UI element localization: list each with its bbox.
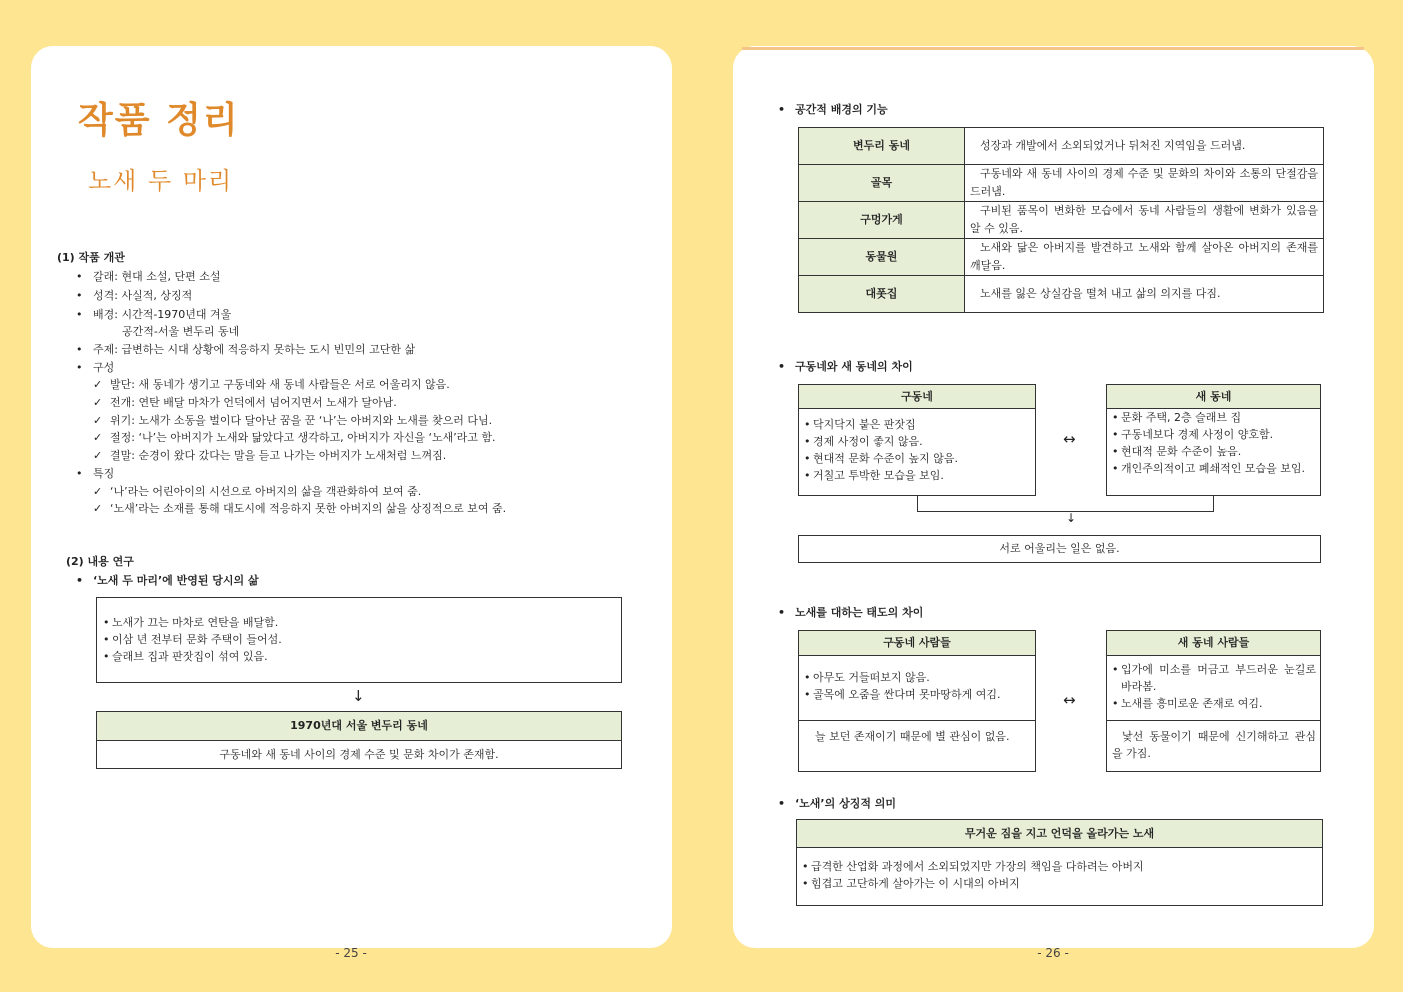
- list-item: • 구동네보다 경제 사정이 양호함.: [1112, 426, 1316, 443]
- old-town-box: [798, 408, 1036, 496]
- result-text: 구동네와 새 동네 사이의 경제 수준 및 문화 차이가 존재함.: [96, 740, 622, 769]
- work-subtitle: 노새 두 마리: [88, 167, 234, 195]
- old-town-title: 구동네: [798, 384, 1036, 409]
- new-town-title: 새 동네: [1106, 384, 1321, 409]
- overview-theme: • 주제: 급변하는 시대 상황에 적응하지 못하는 도시 빈민의 고단한 삶: [93, 341, 415, 358]
- diff-heading: • 구동네와 새 동네의 차이: [795, 358, 913, 375]
- diff-result: 서로 어울리는 일은 없음.: [798, 535, 1321, 563]
- page-title: 작품 정리: [78, 100, 240, 141]
- double-arrow-icon: ↔: [1063, 430, 1076, 448]
- list-item: • 현대적 문화 수준이 높지 않음.: [804, 450, 1035, 467]
- list-item: • 아무도 거들떠보지 않음.: [804, 669, 1035, 686]
- page-number-right: - 26 -: [1037, 946, 1069, 960]
- overview-feature-label: • 특징: [93, 465, 114, 482]
- overview-heading: (1) 작품 개관: [57, 251, 125, 264]
- structure-item: ✓ 절정: ‘나’는 아버지가 노새와 닮았다고 생각하고, 아버지가 자신을 ‘노새’라고 함.: [110, 429, 496, 446]
- function-cell: 노새와 닮은 아버지를 발견하고 노새와 함께 살아온 아버지의 존재를 깨달음.: [965, 239, 1324, 276]
- list-item: • 입가에 미소를 머금고 부드러운 눈길로 바라봄.: [1112, 661, 1316, 695]
- place-cell: 변두리 동네: [799, 128, 965, 165]
- function-cell: 구동네와 새 동네 사이의 경제 수준 및 문화의 차이와 소통의 단절감을 드러냄.: [965, 165, 1324, 202]
- old-people-box: [798, 655, 1036, 721]
- overview-nature: • 성격: 사실적, 상징적: [93, 287, 192, 304]
- place-cell: 대폿집: [799, 276, 965, 313]
- list-item: • 개인주의적이고 폐쇄적인 모습을 보임.: [1112, 460, 1316, 477]
- feature-item: ✓ ‘나’라는 어린아이의 시선으로 아버지의 삶을 객관화하여 보여 줌.: [110, 483, 421, 500]
- structure-item: ✓ 전개: 연탄 배달 마차가 언덕에서 넘어지면서 노새가 달아남.: [110, 394, 397, 411]
- list-item: • 거칠고 투박한 모습을 보임.: [804, 467, 1035, 484]
- symbol-box: [796, 847, 1323, 906]
- table-row: [799, 276, 1324, 313]
- top-divider: [742, 47, 1364, 50]
- connector-line: [917, 496, 918, 511]
- function-cell: 구비된 품목이 변화한 모습에서 동네 사람들의 생활에 변화가 있음을 알 수 있음.: [965, 202, 1324, 239]
- overview-genre: • 갈래: 현대 소설, 단편 소설: [93, 268, 220, 285]
- space-function-table: [798, 127, 1324, 313]
- study-subheading: • ‘노새 두 마리’에 반영된 당시의 삶: [93, 572, 259, 589]
- new-town-box: [1106, 408, 1321, 496]
- symbol-title: 무거운 짐을 지고 언덕을 올라가는 노새: [796, 819, 1323, 848]
- place-cell: 구멍가게: [799, 202, 965, 239]
- table-row: [799, 202, 1324, 239]
- list-item: • 힘겹고 고단하게 살아가는 이 시대의 아버지: [802, 875, 1322, 892]
- result-title: 1970년대 서울 변두리 동네: [96, 711, 622, 741]
- old-people-title: 구동네 사람들: [798, 630, 1036, 656]
- down-arrow-icon: ↓: [1066, 511, 1077, 525]
- new-people-title: 새 동네 사람들: [1106, 630, 1321, 656]
- function-cell: 성장과 개발에서 소외되었거나 뒤처진 지역임을 드러냄.: [965, 128, 1324, 165]
- study-heading: (2) 내용 연구: [66, 555, 134, 568]
- structure-item: ✓ 위기: 노새가 소동을 벌이다 달아난 꿈을 꾼 ‘나’는 아버지와 노새를 찾으러 다님.: [110, 412, 492, 429]
- structure-item: ✓ 결말: 순경이 왔다 갔다는 말을 듣고 나가는 아버지가 노새처럼 느껴짐.: [110, 447, 446, 464]
- connector-line: [1213, 496, 1214, 511]
- list-item: • 골목에 오줌을 싼다며 못마땅하게 여김.: [804, 686, 1035, 703]
- new-people-box: [1106, 655, 1321, 721]
- list-item: • 현대적 문화 수준이 높음.: [1112, 443, 1316, 460]
- overview-setting: • 배경: 시간적-1970년대 겨울: [93, 306, 231, 323]
- feature-item: ✓ ‘노새’라는 소재를 통해 대도시에 적응하지 못한 아버지의 삶을 상징적으로 보여 줌.: [110, 500, 506, 517]
- list-item: • 경제 사정이 좋지 않음.: [804, 433, 1035, 450]
- old-people-note: 늘 보던 존재이기 때문에 별 관심이 없음.: [798, 720, 1036, 772]
- new-people-note: 낯선 동물이기 때문에 신기해하고 관심을 가짐.: [1106, 720, 1321, 772]
- list-item: • 노새가 끄는 마차로 연탄을 배달함.: [103, 614, 621, 631]
- table-row: [799, 128, 1324, 165]
- list-item: • 슬래브 집과 판잣집이 섞여 있음.: [103, 648, 621, 665]
- structure-item: ✓ 발단: 새 동네가 생기고 구동네와 새 동네 사람들은 서로 어울리지 않음.: [110, 376, 450, 393]
- page-number-left: - 25 -: [335, 946, 367, 960]
- table-row: [799, 239, 1324, 276]
- symbol-heading: • ‘노새’의 상징적 의미: [795, 795, 896, 812]
- list-item: • 급격한 산업화 과정에서 소외되었지만 가장의 책임을 다하려는 아버지: [802, 858, 1322, 875]
- list-item: • 문화 주택, 2층 슬래브 집: [1112, 409, 1316, 426]
- overview-structure-label: • 구성: [93, 359, 114, 376]
- list-item: • 이삼 년 전부터 문화 주택이 들어섬.: [103, 631, 621, 648]
- table-row: [799, 165, 1324, 202]
- function-cell: 노새를 잃은 상실감을 떨쳐 내고 삶의 의지를 다짐.: [965, 276, 1324, 313]
- attitude-heading: • 노새를 대하는 태도의 차이: [795, 604, 923, 621]
- place-cell: 동물원: [799, 239, 965, 276]
- list-item: • 닥지닥지 붙은 판잣집: [804, 416, 1035, 433]
- space-heading: • 공간적 배경의 기능: [795, 101, 888, 118]
- down-arrow-icon: ↓: [352, 687, 365, 705]
- overview-setting-space: 공간적-서울 변두리 동네: [122, 325, 240, 338]
- place-cell: 골목: [799, 165, 965, 202]
- list-item: • 노새를 흥미로운 존재로 여김.: [1112, 695, 1316, 712]
- double-arrow-icon: ↔: [1063, 691, 1076, 709]
- life-box: [96, 597, 622, 683]
